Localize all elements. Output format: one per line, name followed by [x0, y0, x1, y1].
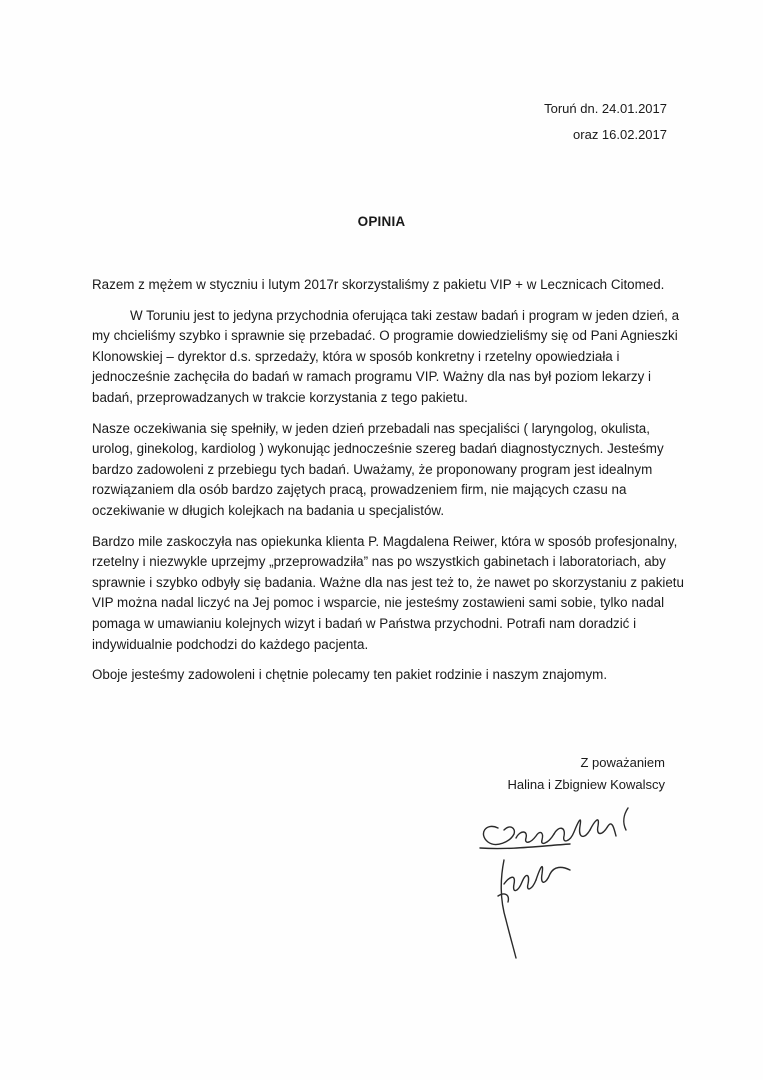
signature-stroke-4 — [554, 820, 590, 841]
date-line-secondary: oraz 16.02.2017 — [573, 127, 667, 142]
signature-stroke-9 — [536, 867, 570, 883]
closing-greeting: Z poważaniem — [580, 755, 665, 770]
paragraph-intro: Razem z mężem w styczniu i lutym 2017r skorzystaliśmy z pakietu VIP + w Lecznicach Citomed. — [92, 277, 665, 292]
signature-stroke-7 — [501, 860, 516, 958]
signature-stroke-10 — [498, 894, 508, 902]
letter-body — [92, 275, 692, 696]
paragraph-expectations: Nasze oczekiwania się spełniły, w jeden dzień przebadali nas specjaliści ( laryngolog, okulista, urolog, ginekolog, kardiolog ) wykonując jednocześnie szereg badań diagnostycznych. Jesteśmy bardzo zadowoleni z przebiegu tych badań. Uważamy, że proponowany program jest idealnym rozwiązaniem dla osób bardzo zajętych pracą, prowadzeniem firm, nie mających czasu na oczekiwanie w długich kolejkach na badania u specjalistów. — [92, 420, 664, 518]
closing-names: Halina i Zbigniew Kowalscy — [507, 777, 665, 792]
letter-title: OPINIA — [357, 214, 406, 229]
signature-stroke-3 — [516, 832, 554, 843]
handwritten-signatures — [470, 800, 700, 960]
date-line-primary: Toruń dn. 24.01.2017 — [544, 101, 667, 116]
signature-stroke-6 — [624, 808, 628, 830]
paragraph-program: W Toruniu jest to jedyna przychodnia oferująca taki zestaw badań i program w jeden dzień, a my chcieliśmy szybko i sprawnie się przebadać. O programie dowiedzieliśmy się od Pani Agnieszki Klonowskiej – dyrektor d.s. sprzedaży, która w sposób konkretny i rzetelny opowiedziała i jednocześnie zachęciła do badań w ramach programu VIP. Ważny dla nas był poziom lekarzy i badań, przeprowadzanych w trakcie korzystania z tego pakietu. — [92, 307, 680, 405]
signature-stroke-5 — [590, 820, 616, 836]
date-block — [544, 96, 667, 148]
paragraph-recommendation: Oboje jesteśmy zadowoleni i chętnie polecamy ten pakiet rodzinie i naszym znajomym. — [92, 667, 608, 683]
signature-stroke-8 — [504, 875, 536, 890]
signature-drawing — [470, 800, 700, 960]
closing-block — [507, 752, 665, 796]
signature-stroke-1 — [483, 826, 514, 844]
paragraph-caretaker: Bardzo mile zaskoczyła nas opiekunka klienta P. Magdalena Reiwer, która w sposób profesjonalny, rzetelny i niezwykle uprzejmy „przeprowadziła” nas po wszystkich gabinetach i laboratoriach, aby sprawnie i szybko odbyły się badania. Ważne dla nas jest też to, że nawet po skorzystaniu z pakietu VIP można nadal liczyć na Jej pomoc i wsparcie, nie jesteśmy zostawieni sami sobie, tylko nadal pomaga w umawianiu kolejnych wizyt i badań w Państwa przychodni. Potrafi nam doradzić i indywidualnie podchodzi do każdego pacjenta. — [92, 533, 684, 652]
